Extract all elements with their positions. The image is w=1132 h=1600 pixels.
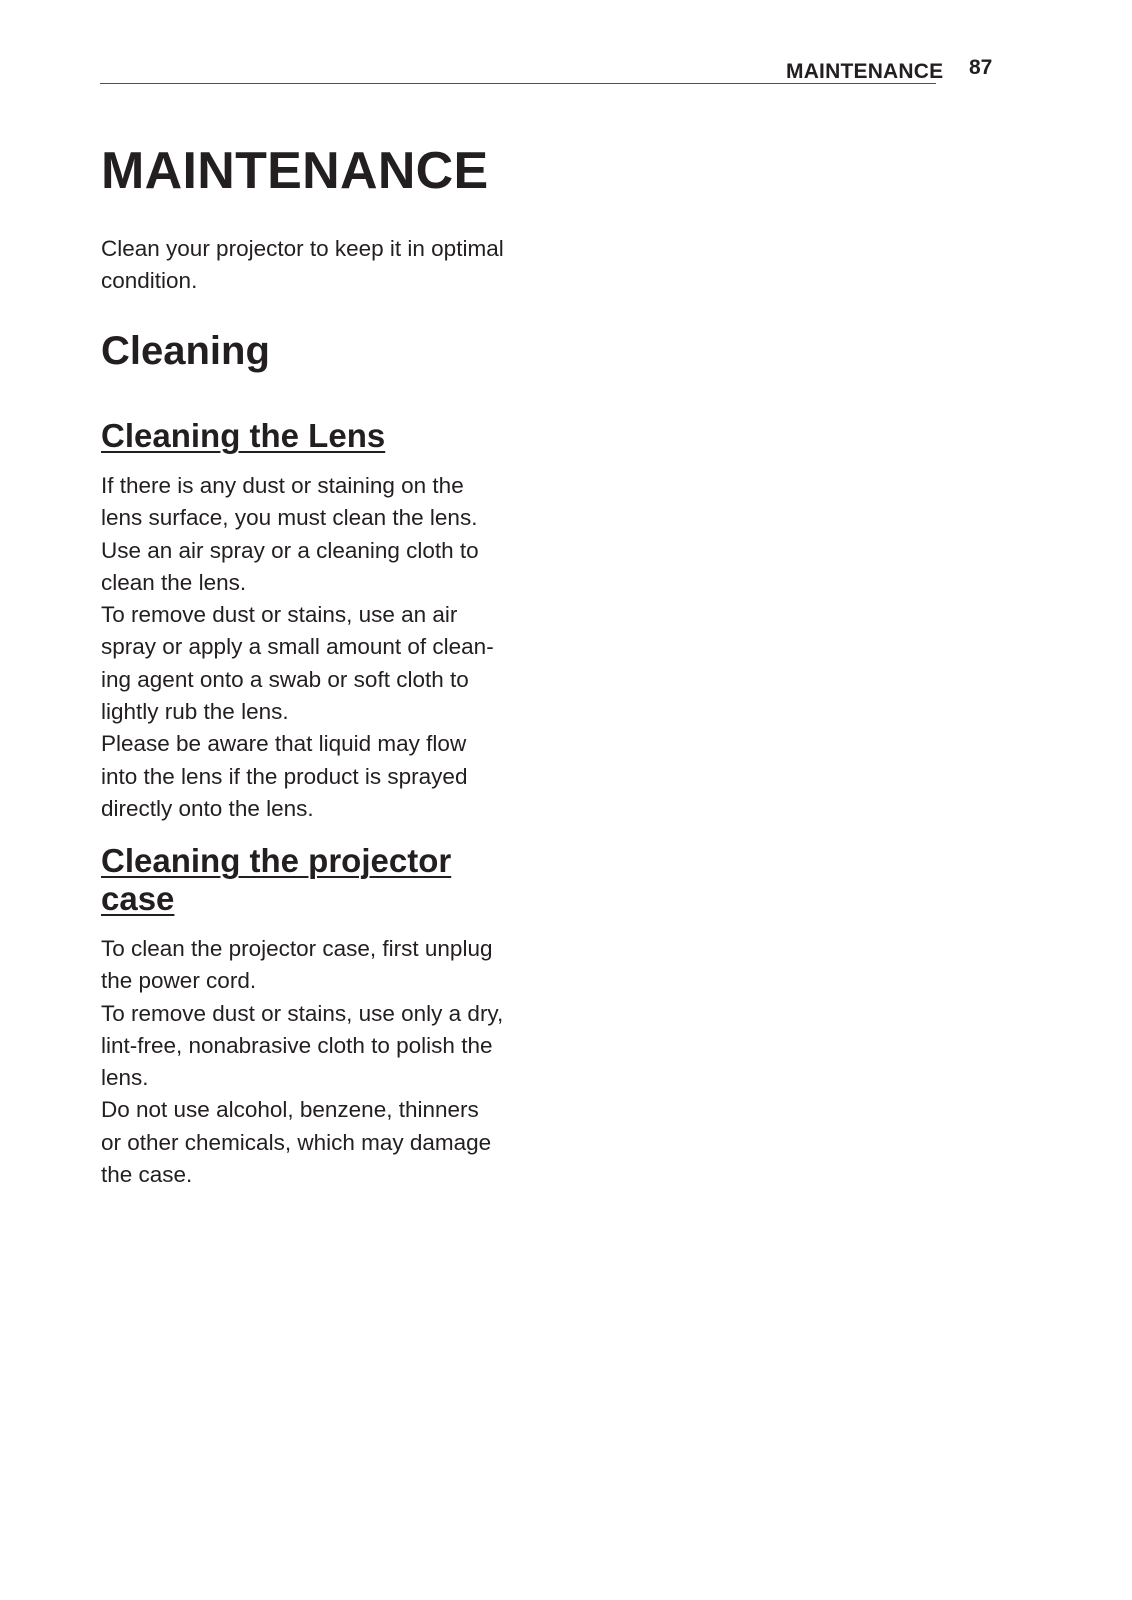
section-title-cleaning: Cleaning <box>101 329 270 373</box>
page-number: 87 <box>969 56 993 79</box>
intro-paragraph: Clean your projector to keep it in optimal condition. <box>101 236 504 294</box>
subsection-title-lens: Cleaning the Lens <box>101 417 386 454</box>
case-cleaning-paragraph: To clean the projector case, first unplug the power cord. To remove dust or stains, use only a dry, lint-free, nonabrasive cloth to polish the lens. Do not use alcohol, benzene, thinners or other chemicals, which may damage the case. <box>101 936 504 1188</box>
running-header-section: MAINTENANCE <box>786 60 944 83</box>
lens-cleaning-paragraph: If there is any dust or staining on the lens surface, you must clean the lens. Use an air spray or a cleaning cloth to clean the lens. To remove dust or stains, use an air spray or apply a small amount of clean- ing agent onto a swab or soft cloth to lightly rub the lens. Please be aware that liquid may flow into the lens if the product is sprayed directly onto the lens. <box>101 473 494 821</box>
page-title: MAINTENANCE <box>101 142 489 200</box>
subsection-title-case: Cleaning the projector case <box>101 842 452 917</box>
